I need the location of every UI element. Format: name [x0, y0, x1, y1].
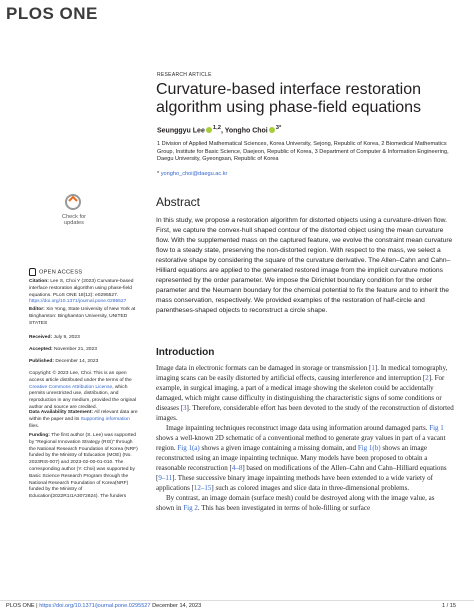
author-affiliation-sup: 1,2 [212, 125, 221, 131]
editor-block: Editor: Xin Yong, State University of New York at Binghamton: Binghamton University, UNITED STATES [29, 307, 136, 326]
footer-divider [0, 600, 474, 601]
page-number: 1 / 15 [442, 603, 456, 609]
reference-link[interactable]: 9–11 [158, 474, 173, 482]
check-for-updates-label[interactable]: Check for updates [62, 214, 86, 227]
introduction-heading: Introduction [156, 347, 215, 358]
reference-link[interactable]: 1 [371, 364, 375, 372]
copyright-block: Copyright: © 2023 Lee, Choi. This is an open access article distributed under the terms of the Creative Commons Attribution License, which permits unrestricted use, distribution, and reproduction in any medium, provided the original author and source are credited. [29, 371, 137, 410]
introduction-body [156, 363, 454, 513]
funding-block: Funding: The first author (S. Lee) was supported by "Regional Innovation Strategy (RIS)" through the National Research Foundation of Korea (NRF) funded by the Ministry of Education (MOE) (No. 2023RIS-007) and 2023-02-00-01-010. The corresponding author (Y. Choi) was supported by Basic Science Research Program through the National Research Foundation of Korea(NRF) funded by the Ministry of Education(2022R1I1A3072824). The funders [29, 433, 138, 500]
reference-link[interactable]: 12–15 [193, 484, 212, 492]
reference-link[interactable]: 4–8 [231, 464, 243, 472]
reference-link[interactable]: 3 [183, 404, 187, 412]
license-link[interactable]: Creative Commons Attribution License [29, 384, 113, 390]
figure-link[interactable]: Fig 1(a) [177, 444, 200, 452]
orcid-icon[interactable] [269, 127, 275, 133]
figure-link[interactable]: Fig 2 [183, 504, 198, 512]
paragraph: Image data in electronic formats can be damaged in storage or transmission [1]. In medical tomography, imaging scans can be easily distorted by artificial effects, causing interference and interruption [2]. For example, in surgical imaging, a part of a medical image showing the skeleton could be accidentally damaged, which might cause difficulty in distinguishing the characteristic signs of some conditions or diseases [3]. Therefore, considerable effort has been devoted to the study of the reconstruction of distorted images. [156, 364, 454, 422]
footer-info: PLOS ONE | https://doi.org/10.1371/journal.pone.0295527 December 14, 2023 [6, 603, 202, 609]
received-date: Received: July 9, 2023 [29, 335, 80, 340]
abstract-text: In this study, we propose a restoration algorithm for distorted objects using a curvature-driven flow. First, we capture the convex-hull shaped contour of the distorted object using the mean curvature flow. With the supplemented mass on the captured feature, we evolve the constraint mean curvature flow to a steady state, preserving the non-distorted region. With respect to the mass, we select a restorative shape by considering the square of the curvature derivative. The Allen–Cahn and Cahn–Hilliard equations are applied to the generated restored image from the implicit curvature motions represented by the order parameter. We impose the Dirichlet boundary condition for the order parameter and the Neumann boundary for the chemical potential to fix the feature and to inherit the mass conservation, respectively. We provided examples of the restoration of half-circle and parentheses-shaped objects to reconstruct a circle shape. [156, 217, 453, 314]
open-access-badge: OPEN ACCESS [29, 268, 82, 276]
journal-logo: PLOS ONE [6, 4, 98, 23]
citation-doi-link[interactable]: https://doi.org/10.1371/journal.pone.0295527 [29, 299, 127, 305]
article-title: Curvature-based interface restoration algorithm using phase-field equations [156, 81, 422, 116]
open-lock-icon [29, 268, 36, 276]
orcid-icon[interactable] [206, 127, 212, 133]
supporting-info-link[interactable]: Supporting information [80, 416, 130, 422]
figure-link[interactable]: Fig 1(b) [357, 444, 381, 452]
footer-date: December 14, 2023 [152, 603, 202, 609]
footer-doi-link[interactable]: https://doi.org/10.1371/journal.pone.0295527 [39, 603, 151, 609]
paragraph: By contrast, an image domain (surface mesh) could be destroyed along with the image value, as shown in Fig 2. This has been investigated in terms of hole-filling or surface [156, 494, 435, 512]
check-for-updates-icon[interactable] [56, 193, 90, 233]
author-name[interactable]: Seunggyu Lee [157, 127, 205, 135]
email-link[interactable]: yongho_choi@daegu.ac.kr [160, 171, 228, 177]
figure-link[interactable]: Fig 1 [429, 424, 444, 432]
author-list: Seunggyu Lee $^{1,2}$, Yongho Choi $^{3*}$ [157, 125, 282, 135]
published-date: Published: December 14, 2023 [29, 359, 99, 364]
citation-block: Citation: Lee S, Choi Y (2023) Curvature-based interface restoration algorithm using phase-field equations. PLoS ONE 18(12): e0295527. https://doi.org/10.1371/journal.pone.0295527 [29, 279, 134, 305]
article-type-label: RESEARCH ARTICLE [157, 72, 212, 78]
author-affiliation-sup: 3* [275, 125, 282, 131]
footer-journal: PLOS ONE [6, 603, 35, 609]
accepted-date: Accepted: November 21, 2023 [29, 347, 97, 352]
corresponding-email: * yongho_choi@daegu.ac.kr [157, 171, 228, 177]
paragraph: Image inpainting techniques reconstruct image data using information around damaged parts. Fig 1 shows a well-known 2D schematic of a conventional method to generate gray values in part of a vacant region. Fig 1(a) shows a given image containing a missing domain, and Fig 1(b) shows an image reconstructed using an image inpainting technique. Many models have been proposed to obtain a reasonable reconstruction [4–8] based on modifications of the Allen–Cahn and Cahn–Hilliard equations [9–11]. These successive binary image inpainting methods have been extended to a wide variety of applications [12–15] such as colored images and slice data in three-dimensional problems. [156, 424, 447, 492]
abstract-heading: Abstract [156, 195, 201, 209]
reference-link[interactable]: 2 [425, 374, 429, 382]
author-name[interactable]: Yongho Choi [224, 127, 268, 135]
affiliations: 1 Division of Applied Mathematical Sciences, Korea University, Sejong, Republic of Korea, 2 Biomedical Mathematics Group, Institute for Basic Science, Daejeon, Republic of Korea, 3 Department of Computer & Information Engineering, Daegu University, Gyeongsan, Republic of Korea [157, 141, 449, 163]
data-availability-block: Data Availability Statement: All relevant data are within the paper and its Supporting information files. [29, 410, 138, 429]
